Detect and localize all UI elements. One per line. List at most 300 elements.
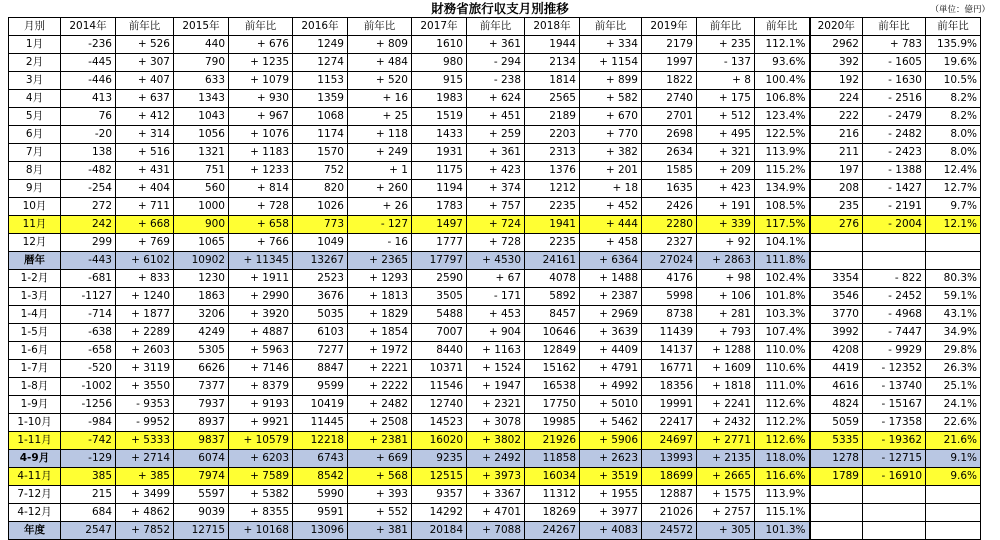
table-cell: 1941 — [525, 216, 580, 234]
table-cell: 9357 — [412, 486, 467, 504]
table-cell: + 444 — [580, 216, 642, 234]
table-cell: 5488 — [412, 306, 467, 324]
column-header: 2015年 — [174, 18, 229, 36]
table-cell: 11445 — [293, 414, 348, 432]
table-cell: + 423 — [467, 162, 525, 180]
table-cell: + 2990 — [229, 288, 293, 306]
table-cell: 1321 — [174, 144, 229, 162]
table-cell: 215 — [61, 486, 116, 504]
table-cell: + 670 — [580, 108, 642, 126]
table-cell: 104.1% — [755, 234, 810, 252]
table-cell: + 26 — [348, 198, 412, 216]
table-cell: - 2452 — [863, 288, 926, 306]
table-cell: + 412 — [116, 108, 174, 126]
table-cell: 392 — [810, 54, 863, 72]
table-cell: 3505 — [412, 288, 467, 306]
table-cell: + 6364 — [580, 252, 642, 270]
table-cell: + 624 — [467, 90, 525, 108]
table-cell: + 1235 — [229, 54, 293, 72]
table-cell: 684 — [61, 504, 116, 522]
table-cell: 2565 — [525, 90, 580, 108]
table-cell: 980 — [412, 54, 467, 72]
table-cell: -20 — [61, 126, 116, 144]
table-cell — [863, 234, 926, 252]
table-cell: - 2423 — [863, 144, 926, 162]
row-label: 4-12月 — [9, 504, 61, 522]
table-cell: 4249 — [174, 324, 229, 342]
table-cell: 900 — [174, 216, 229, 234]
table-cell: 13096 — [293, 522, 348, 540]
table-cell: 14292 — [412, 504, 467, 522]
table-cell: 1519 — [412, 108, 467, 126]
table-cell: + 92 — [697, 234, 755, 252]
table-cell: 6074 — [174, 450, 229, 468]
table-cell: - 2191 — [863, 198, 926, 216]
table-cell: 9235 — [412, 450, 467, 468]
table-cell: 5059 — [810, 414, 863, 432]
table-cell: + 2321 — [467, 396, 525, 414]
table-cell: + 2135 — [697, 450, 755, 468]
table-cell: + 8355 — [229, 504, 293, 522]
table-cell: + 2221 — [348, 360, 412, 378]
table-cell: + 2863 — [697, 252, 755, 270]
table-cell: + 2387 — [580, 288, 642, 306]
table-cell: 1789 — [810, 468, 863, 486]
table-cell: 115.1% — [755, 504, 810, 522]
table-cell: 34.9% — [926, 324, 981, 342]
table-cell: + 783 — [863, 36, 926, 54]
table-row — [9, 414, 981, 432]
table-cell: 1043 — [174, 108, 229, 126]
table-cell: 2426 — [642, 198, 697, 216]
table-row — [9, 126, 981, 144]
table-cell: - 171 — [467, 288, 525, 306]
table-cell: -445 — [61, 54, 116, 72]
table-cell: + 393 — [348, 486, 412, 504]
table-cell: + 1877 — [116, 306, 174, 324]
table-cell: 751 — [174, 162, 229, 180]
table-cell: 272 — [61, 198, 116, 216]
row-label: 10月 — [9, 198, 61, 216]
table-cell: + 3078 — [467, 414, 525, 432]
table-cell: + 4992 — [580, 378, 642, 396]
table-cell: + 2482 — [348, 396, 412, 414]
table-cell: - 12715 — [863, 450, 926, 468]
table-cell: 14523 — [412, 414, 467, 432]
table-row — [9, 288, 981, 306]
table-cell: + 16 — [348, 90, 412, 108]
table-cell — [810, 252, 863, 270]
table-cell: + 3367 — [467, 486, 525, 504]
column-header: 2018年 — [525, 18, 580, 36]
table-row — [9, 108, 981, 126]
table-cell: 16034 — [525, 468, 580, 486]
table-cell: 1570 — [293, 144, 348, 162]
table-cell: + 637 — [116, 90, 174, 108]
table-cell: - 1427 — [863, 180, 926, 198]
table-cell: 80.3% — [926, 270, 981, 288]
table-cell: 1194 — [412, 180, 467, 198]
table-cell: 2590 — [412, 270, 467, 288]
table-cell: + 1524 — [467, 360, 525, 378]
table-cell: - 9929 — [863, 342, 926, 360]
row-label: 5月 — [9, 108, 61, 126]
table-cell: 4419 — [810, 360, 863, 378]
table-cell: 222 — [810, 108, 863, 126]
table-cell: 24267 — [525, 522, 580, 540]
table-cell: + 1163 — [467, 342, 525, 360]
row-label: 年度 — [9, 522, 61, 540]
table-cell: 108.5% — [755, 198, 810, 216]
row-label: 1-9月 — [9, 396, 61, 414]
table-cell: 1026 — [293, 198, 348, 216]
table-cell: + 669 — [348, 450, 412, 468]
table-cell: 1863 — [174, 288, 229, 306]
table-cell: 10902 — [174, 252, 229, 270]
table-cell: 10.5% — [926, 72, 981, 90]
table-cell — [926, 486, 981, 504]
table-cell: + 3920 — [229, 306, 293, 324]
table-cell — [863, 486, 926, 504]
table-cell: 134.9% — [755, 180, 810, 198]
table-cell: + 1829 — [348, 306, 412, 324]
table-cell: 111.8% — [755, 252, 810, 270]
table-cell: 9599 — [293, 378, 348, 396]
table-cell: 135.9% — [926, 36, 981, 54]
row-label: 3月 — [9, 72, 61, 90]
table-cell: 8542 — [293, 468, 348, 486]
table-cell: + 1818 — [697, 378, 755, 396]
table-cell: 117.5% — [755, 216, 810, 234]
table-cell: 5305 — [174, 342, 229, 360]
table-cell: + 512 — [697, 108, 755, 126]
table-cell: 20184 — [412, 522, 467, 540]
table-cell: 4208 — [810, 342, 863, 360]
table-cell: 242 — [61, 216, 116, 234]
table-cell: - 238 — [467, 72, 525, 90]
table-cell: + 361 — [467, 144, 525, 162]
table-cell: 2547 — [61, 522, 116, 540]
table-cell: + 18 — [580, 180, 642, 198]
table-cell: + 2432 — [697, 414, 755, 432]
table-cell: 11546 — [412, 378, 467, 396]
table-cell — [863, 522, 926, 540]
table-cell: + 8 — [697, 72, 755, 90]
table-cell: 12515 — [412, 468, 467, 486]
table-cell: 21926 — [525, 432, 580, 450]
table-row — [9, 216, 981, 234]
table-cell: 1931 — [412, 144, 467, 162]
table-cell: + 1575 — [697, 486, 755, 504]
table-cell: + 711 — [116, 198, 174, 216]
table-cell: 790 — [174, 54, 229, 72]
table-cell: - 2004 — [863, 216, 926, 234]
table-cell: 820 — [293, 180, 348, 198]
column-header: 前年比 — [755, 18, 810, 36]
table-cell: + 407 — [116, 72, 174, 90]
table-cell: + 582 — [580, 90, 642, 108]
table-cell: 9.1% — [926, 450, 981, 468]
table-row — [9, 90, 981, 108]
table-cell: -984 — [61, 414, 116, 432]
table-cell: 192 — [810, 72, 863, 90]
table-cell: 24697 — [642, 432, 697, 450]
table-cell: 5597 — [174, 486, 229, 504]
table-cell: + 3519 — [580, 468, 642, 486]
table-cell: - 1388 — [863, 162, 926, 180]
table-row — [9, 144, 981, 162]
table-cell: 16020 — [412, 432, 467, 450]
table-cell — [926, 504, 981, 522]
table-row — [9, 432, 981, 450]
table-cell: 2327 — [642, 234, 697, 252]
table-cell: + 3639 — [580, 324, 642, 342]
table-cell: 17750 — [525, 396, 580, 414]
table-cell: 4176 — [642, 270, 697, 288]
table-cell: - 822 — [863, 270, 926, 288]
table-cell: - 1630 — [863, 72, 926, 90]
table-cell: 1585 — [642, 162, 697, 180]
table-cell: + 2241 — [697, 396, 755, 414]
table-cell: + 201 — [580, 162, 642, 180]
table-cell: + 382 — [580, 144, 642, 162]
table-cell: 13267 — [293, 252, 348, 270]
table-cell: - 1605 — [863, 54, 926, 72]
table-cell: 112.2% — [755, 414, 810, 432]
table-cell: 1068 — [293, 108, 348, 126]
row-label: 暦年 — [9, 252, 61, 270]
table-cell: 1249 — [293, 36, 348, 54]
table-cell: 123.4% — [755, 108, 810, 126]
table-row — [9, 72, 981, 90]
table-cell: + 118 — [348, 126, 412, 144]
table-cell: + 1288 — [697, 342, 755, 360]
table-cell: 1065 — [174, 234, 229, 252]
table-cell: + 452 — [580, 198, 642, 216]
row-label: 4月 — [9, 90, 61, 108]
table-cell: 6103 — [293, 324, 348, 342]
table-cell: - 12352 — [863, 360, 926, 378]
table-cell: + 259 — [467, 126, 525, 144]
table-cell: 4078 — [525, 270, 580, 288]
table-cell: 107.4% — [755, 324, 810, 342]
table-cell: + 4701 — [467, 504, 525, 522]
table-cell: 1777 — [412, 234, 467, 252]
travel-balance-table — [8, 17, 981, 540]
table-cell: + 3802 — [467, 432, 525, 450]
table-cell: + 305 — [697, 522, 755, 540]
table-cell: 2179 — [642, 36, 697, 54]
table-cell: 9837 — [174, 432, 229, 450]
table-cell: 560 — [174, 180, 229, 198]
row-label: 4-11月 — [9, 468, 61, 486]
table-cell: 16538 — [525, 378, 580, 396]
table-cell: + 423 — [697, 180, 755, 198]
table-row — [9, 342, 981, 360]
table-cell: 2698 — [642, 126, 697, 144]
table-cell: + 520 — [348, 72, 412, 90]
table-cell: + 757 — [467, 198, 525, 216]
row-label: 11月 — [9, 216, 61, 234]
table-cell: 24572 — [642, 522, 697, 540]
table-row — [9, 252, 981, 270]
table-cell: 1175 — [412, 162, 467, 180]
table-cell: 1212 — [525, 180, 580, 198]
table-cell: + 2365 — [348, 252, 412, 270]
table-cell: 8847 — [293, 360, 348, 378]
table-cell: 1056 — [174, 126, 229, 144]
table-cell: 5035 — [293, 306, 348, 324]
table-cell: + 385 — [116, 468, 174, 486]
table-cell: + 904 — [467, 324, 525, 342]
column-header: 2017年 — [412, 18, 467, 36]
row-label: 4-9月 — [9, 450, 61, 468]
row-label: 8月 — [9, 162, 61, 180]
table-cell: + 7589 — [229, 468, 293, 486]
table-cell: - 17358 — [863, 414, 926, 432]
table-cell: 18269 — [525, 504, 580, 522]
table-row — [9, 306, 981, 324]
row-label: 1-7月 — [9, 360, 61, 378]
column-header: 前年比 — [467, 18, 525, 36]
table-cell: 7937 — [174, 396, 229, 414]
table-cell: + 495 — [697, 126, 755, 144]
table-cell: 1278 — [810, 450, 863, 468]
table-cell: + 67 — [467, 270, 525, 288]
table-cell: 93.6% — [755, 54, 810, 72]
table-cell: + 4530 — [467, 252, 525, 270]
table-cell: + 381 — [348, 522, 412, 540]
table-row — [9, 36, 981, 54]
table-cell: + 5333 — [116, 432, 174, 450]
table-cell: + 374 — [467, 180, 525, 198]
table-cell: 1274 — [293, 54, 348, 72]
table-cell: + 728 — [229, 198, 293, 216]
table-cell: + 2381 — [348, 432, 412, 450]
table-cell: 16771 — [642, 360, 697, 378]
table-cell: + 249 — [348, 144, 412, 162]
table-cell: 116.6% — [755, 468, 810, 486]
table-cell: 100.4% — [755, 72, 810, 90]
table-cell: - 127 — [348, 216, 412, 234]
table-cell: 8.2% — [926, 90, 981, 108]
table-cell: + 431 — [116, 162, 174, 180]
table-cell: + 10168 — [229, 522, 293, 540]
table-cell: + 10579 — [229, 432, 293, 450]
table-cell — [810, 522, 863, 540]
table-cell: 208 — [810, 180, 863, 198]
table-cell: 103.3% — [755, 306, 810, 324]
row-label: 1-11月 — [9, 432, 61, 450]
table-cell: 19985 — [525, 414, 580, 432]
table-cell: + 3550 — [116, 378, 174, 396]
column-header: 2020年 — [810, 18, 863, 36]
table-cell: -129 — [61, 450, 116, 468]
table-cell: 1814 — [525, 72, 580, 90]
table-cell: 112.6% — [755, 396, 810, 414]
row-label: 1-4月 — [9, 306, 61, 324]
table-cell: 7007 — [412, 324, 467, 342]
table-cell: 122.5% — [755, 126, 810, 144]
table-cell: 24161 — [525, 252, 580, 270]
table-cell: + 2757 — [697, 504, 755, 522]
page-title: 財務省旅行収支月別推移 — [431, 1, 569, 16]
table-cell — [863, 252, 926, 270]
table-cell: + 769 — [116, 234, 174, 252]
table-cell: + 2222 — [348, 378, 412, 396]
table-cell: + 899 — [580, 72, 642, 90]
table-cell: 12.1% — [926, 216, 981, 234]
row-label: 1-10月 — [9, 414, 61, 432]
table-cell: + 2289 — [116, 324, 174, 342]
table-cell: 1174 — [293, 126, 348, 144]
table-row — [9, 54, 981, 72]
table-cell: + 451 — [467, 108, 525, 126]
table-cell: 26.3% — [926, 360, 981, 378]
table-cell: + 1488 — [580, 270, 642, 288]
table-cell: + 1154 — [580, 54, 642, 72]
table-cell: 12715 — [174, 522, 229, 540]
row-label: 1-5月 — [9, 324, 61, 342]
table-cell: 1433 — [412, 126, 467, 144]
table-cell: + 175 — [697, 90, 755, 108]
table-cell: 752 — [293, 162, 348, 180]
table-cell: 102.4% — [755, 270, 810, 288]
table-cell: 113.9% — [755, 144, 810, 162]
table-cell: 633 — [174, 72, 229, 90]
table-cell: 440 — [174, 36, 229, 54]
table-cell: -658 — [61, 342, 116, 360]
table-cell: + 5963 — [229, 342, 293, 360]
table-cell: + 1947 — [467, 378, 525, 396]
table-cell: + 3977 — [580, 504, 642, 522]
table-cell: 18699 — [642, 468, 697, 486]
table-cell: + 191 — [697, 198, 755, 216]
table-cell: 1000 — [174, 198, 229, 216]
table-cell: 5892 — [525, 288, 580, 306]
row-label: 7月 — [9, 144, 61, 162]
table-cell: - 9353 — [116, 396, 174, 414]
table-cell: + 404 — [116, 180, 174, 198]
table-cell: 19991 — [642, 396, 697, 414]
table-cell: + 7852 — [116, 522, 174, 540]
table-cell: 1997 — [642, 54, 697, 72]
row-label: 1-2月 — [9, 270, 61, 288]
row-label: 7-12月 — [9, 486, 61, 504]
table-cell — [926, 234, 981, 252]
table-cell: 4824 — [810, 396, 863, 414]
table-cell: 1944 — [525, 36, 580, 54]
table-cell: + 9193 — [229, 396, 293, 414]
table-row — [9, 396, 981, 414]
table-cell: -482 — [61, 162, 116, 180]
table-cell: 15162 — [525, 360, 580, 378]
table-cell: + 7088 — [467, 522, 525, 540]
table-cell: -446 — [61, 72, 116, 90]
table-cell: + 8379 — [229, 378, 293, 396]
table-cell: 19.6% — [926, 54, 981, 72]
table-cell: 13993 — [642, 450, 697, 468]
table-cell: 101.8% — [755, 288, 810, 306]
table-row — [9, 504, 981, 522]
table-cell — [810, 486, 863, 504]
table-cell: - 2479 — [863, 108, 926, 126]
table-cell: + 1233 — [229, 162, 293, 180]
table-cell: + 2623 — [580, 450, 642, 468]
column-header: 前年比 — [580, 18, 642, 36]
table-cell — [810, 234, 863, 252]
row-label: 1-6月 — [9, 342, 61, 360]
